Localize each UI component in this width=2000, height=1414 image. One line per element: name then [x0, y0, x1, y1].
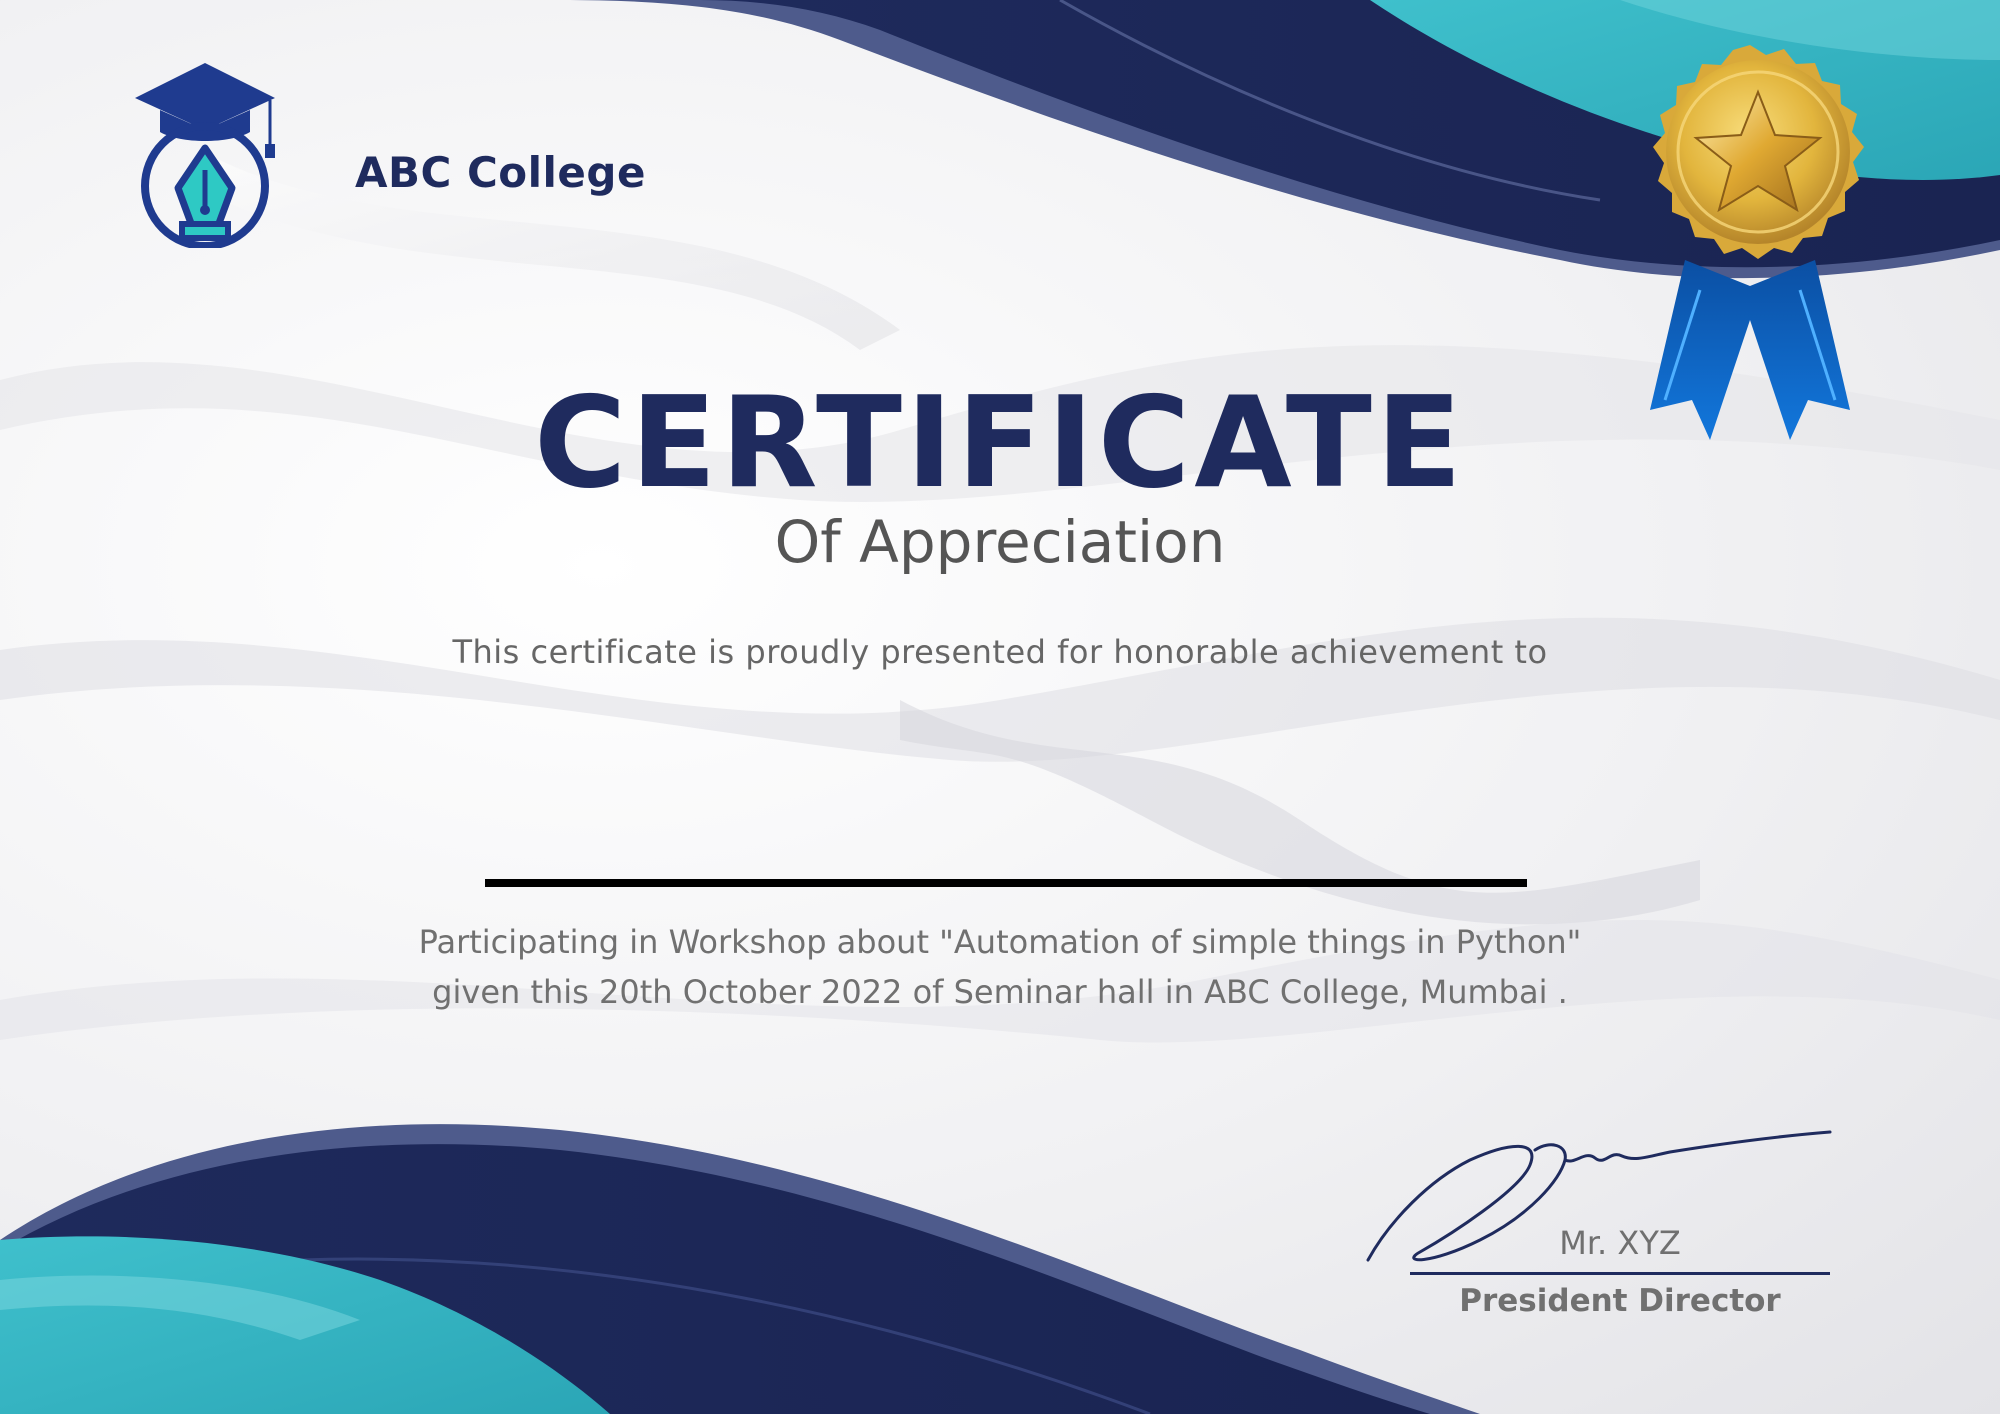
college-name: ABC College — [355, 148, 646, 197]
certificate-subtitle: Of Appreciation — [774, 508, 1226, 576]
signatory-name: Mr. XYZ — [1559, 1224, 1681, 1262]
signature-line — [1410, 1272, 1830, 1275]
presented-text: This certificate is proudly presented for honorable achievement to — [452, 633, 1548, 671]
body-line-1: Participating in Workshop about "Automation of simple things in Python" — [418, 923, 1582, 961]
body-line-2: given this 20th October 2022 of Seminar hall in ABC College, Mumbai . — [432, 973, 1568, 1011]
certificate-body — [300, 917, 1700, 1017]
college-logo — [130, 58, 280, 248]
graduation-cap-icon — [135, 63, 275, 158]
signatory-role: President Director — [1459, 1283, 1781, 1319]
pen-nib-icon — [178, 148, 232, 238]
certificate-title: CERTIFICATE — [534, 369, 1466, 516]
recipient-name-line — [485, 879, 1527, 887]
